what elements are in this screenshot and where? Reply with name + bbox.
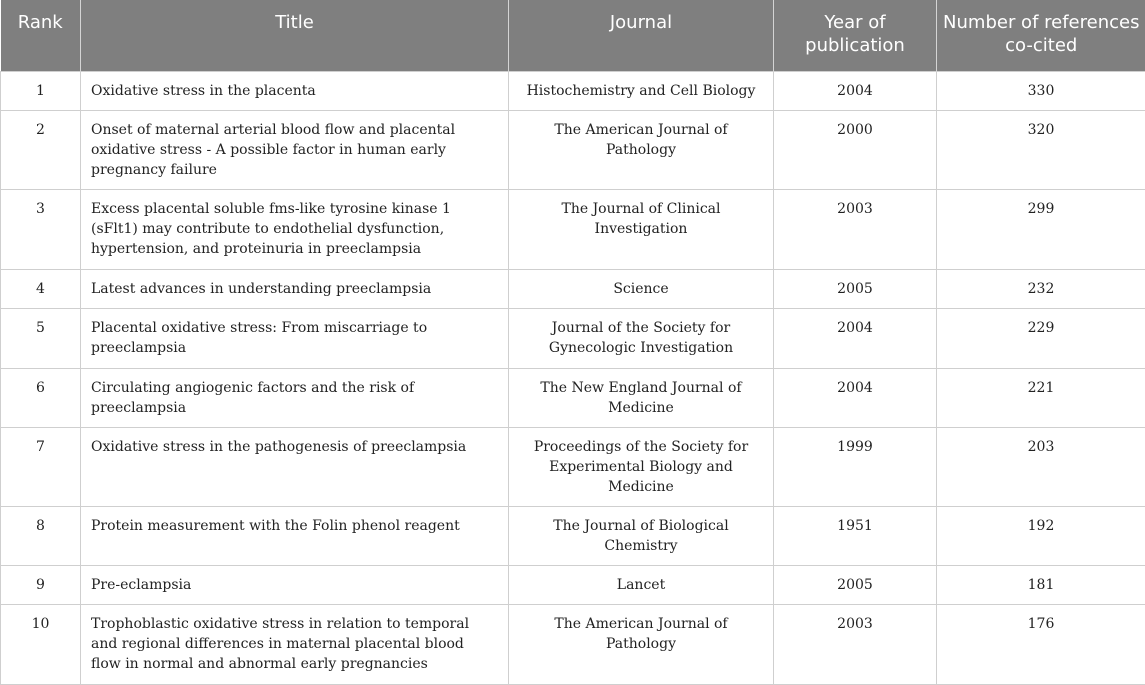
header-rank: Rank bbox=[1, 0, 81, 71]
cell-journal: The American Journal of Pathology bbox=[509, 110, 774, 189]
cell-rank: 9 bbox=[1, 565, 81, 604]
cell-year: 2005 bbox=[774, 269, 937, 308]
cell-year: 2000 bbox=[774, 110, 937, 189]
table-row bbox=[1, 308, 1145, 368]
table-row bbox=[1, 269, 1145, 308]
table-header bbox=[1, 0, 1145, 71]
cell-title: Excess placental soluble fms-like tyrosine kinase 1 (sFlt1) may contribute to endothelial dysfunction, hypertension, and proteinuria in preeclampsia bbox=[81, 189, 509, 269]
cell-rank: 5 bbox=[1, 308, 81, 368]
cell-year: 1951 bbox=[774, 506, 937, 565]
table-row bbox=[1, 427, 1145, 506]
cell-count: 203 bbox=[937, 427, 1145, 506]
cell-count: 299 bbox=[937, 189, 1145, 269]
cell-year: 2005 bbox=[774, 565, 937, 604]
cell-year: 2003 bbox=[774, 189, 937, 269]
cell-journal: Science bbox=[509, 269, 774, 308]
cell-title: Pre-eclampsia bbox=[81, 565, 509, 604]
cell-journal: The American Journal of Pathology bbox=[509, 604, 774, 684]
cell-count: 330 bbox=[937, 71, 1145, 110]
cell-rank: 10 bbox=[1, 604, 81, 684]
cell-title: Latest advances in understanding preeclampsia bbox=[81, 269, 509, 308]
cell-rank: 6 bbox=[1, 368, 81, 427]
cell-count: 192 bbox=[937, 506, 1145, 565]
table-row bbox=[1, 565, 1145, 604]
table-row bbox=[1, 110, 1145, 189]
cell-rank: 1 bbox=[1, 71, 81, 110]
table-row bbox=[1, 604, 1145, 684]
cell-rank: 8 bbox=[1, 506, 81, 565]
header-journal: Journal bbox=[509, 0, 774, 71]
table-row bbox=[1, 189, 1145, 269]
header-row bbox=[1, 0, 1145, 71]
cell-year: 2004 bbox=[774, 308, 937, 368]
cell-count: 229 bbox=[937, 308, 1145, 368]
cell-journal: Proceedings of the Society for Experimental Biology and Medicine bbox=[509, 427, 774, 506]
cell-title: Oxidative stress in the placenta bbox=[81, 71, 509, 110]
cell-rank: 3 bbox=[1, 189, 81, 269]
header-title: Title bbox=[81, 0, 509, 71]
cell-title: Trophoblastic oxidative stress in relation to temporal and regional differences in maternal placental blood flow in normal and abnormal early pregnancies bbox=[81, 604, 509, 684]
header-year: Year of publication bbox=[774, 0, 937, 71]
cell-journal: The Journal of Biological Chemistry bbox=[509, 506, 774, 565]
cell-journal: Journal of the Society for Gynecologic Investigation bbox=[509, 308, 774, 368]
table-row bbox=[1, 506, 1145, 565]
cell-rank: 7 bbox=[1, 427, 81, 506]
cell-journal: The New England Journal of Medicine bbox=[509, 368, 774, 427]
cell-title: Onset of maternal arterial blood flow and placental oxidative stress - A possible factor in human early pregnancy failure bbox=[81, 110, 509, 189]
cell-title: Protein measurement with the Folin phenol reagent bbox=[81, 506, 509, 565]
cell-count: 232 bbox=[937, 269, 1145, 308]
table-body bbox=[1, 71, 1145, 684]
cell-journal: The Journal of Clinical Investigation bbox=[509, 189, 774, 269]
cell-title: Placental oxidative stress: From miscarriage to preeclampsia bbox=[81, 308, 509, 368]
cell-journal: Lancet bbox=[509, 565, 774, 604]
table-row bbox=[1, 71, 1145, 110]
cell-year: 2003 bbox=[774, 604, 937, 684]
table-row bbox=[1, 368, 1145, 427]
cell-count: 176 bbox=[937, 604, 1145, 684]
cell-year: 2004 bbox=[774, 368, 937, 427]
cell-year: 2004 bbox=[774, 71, 937, 110]
cell-journal: Histochemistry and Cell Biology bbox=[509, 71, 774, 110]
header-count: Number of references co-cited bbox=[937, 0, 1145, 71]
cell-count: 181 bbox=[937, 565, 1145, 604]
cell-rank: 2 bbox=[1, 110, 81, 189]
cell-count: 320 bbox=[937, 110, 1145, 189]
cell-title: Circulating angiogenic factors and the risk of preeclampsia bbox=[81, 368, 509, 427]
cell-rank: 4 bbox=[1, 269, 81, 308]
cell-year: 1999 bbox=[774, 427, 937, 506]
cell-count: 221 bbox=[937, 368, 1145, 427]
cell-title: Oxidative stress in the pathogenesis of preeclampsia bbox=[81, 427, 509, 506]
